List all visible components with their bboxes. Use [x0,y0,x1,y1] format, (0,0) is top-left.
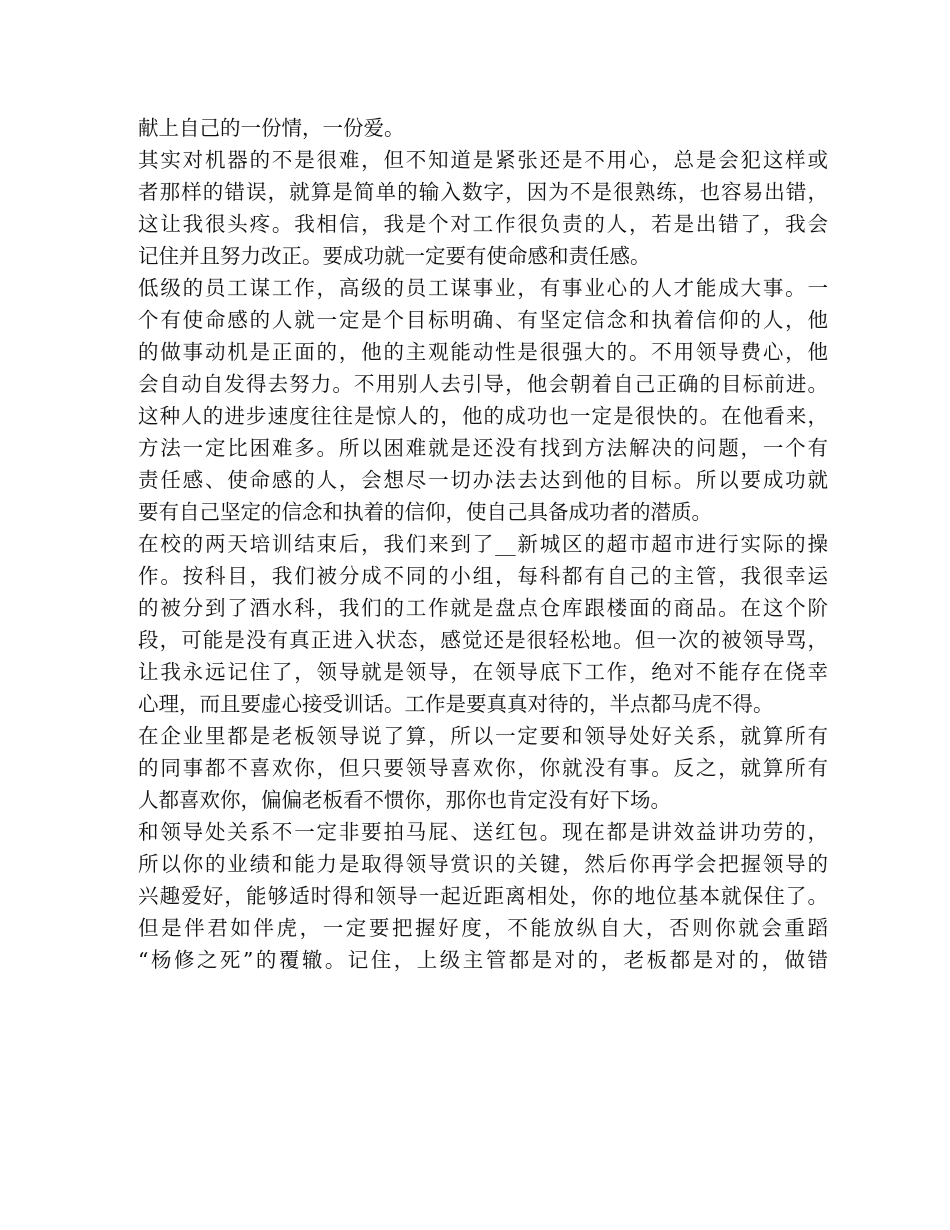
text-line: 会自动自发得去努力。不用别人去引导，他会朝着自己正确的目标前进。 [138,372,828,396]
text-line: 在企业里都是老板领导说了算，所以一定要和领导处好关系，就算所有 [138,724,828,748]
text-line: 的被分到了酒水科，我们的工作就是盘点仓库跟楼面的商品。在这个阶 [138,596,828,620]
text-line: 个有使命感的人就一定是个目标明确、有坚定信念和执着信仰的人，他 [138,308,828,332]
text-line: 在校的两天培训结束后，我们来到了__新城区的超市超市进行实际的操 [138,532,828,556]
text-line: 人都喜欢你，偏偏老板看不惯你，那你也肯定没有好下场。 [138,788,671,812]
text-line: 方法一定比困难多。所以困难就是还没有找到方法解决的问题，一个有 [138,436,828,460]
text-line: 这种人的进步速度往往是惊人的，他的成功也一定是很快的。在他看来， [138,404,828,428]
text-line: “杨修之死”的覆辙。记住，上级主管都是对的，老板都是对的，做错 [138,948,828,972]
text-line: 这让我很头疼。我相信，我是个对工作很负责的人，若是出错了，我会 [138,212,828,236]
text-line: 段，可能是没有真正进入状态，感觉还是很轻松地。但一次的被领导骂， [138,628,828,652]
document-body [138,112,828,976]
text-line: 低级的员工谋工作，高级的员工谋事业，有事业心的人才能成大事。一 [138,276,828,300]
text-line: 所以你的业绩和能力是取得领导赏识的关键，然后你再学会把握领导的 [138,852,828,876]
text-line: 要有自己坚定的信念和执着的信仰，使自己具备成功者的潜质。 [138,500,712,524]
text-line: 的做事动机是正面的，他的主观能动性是很强大的。不用领导费心，他 [138,340,828,364]
text-line: 记住并且努力改正。要成功就一定要有使命感和责任感。 [138,244,651,268]
text-line: 兴趣爱好，能够适时得和领导一起近距离相处，你的地位基本就保住了。 [138,884,828,908]
text-line: 但是伴君如伴虎，一定要把握好度，不能放纵自大，否则你就会重蹈 [138,916,828,940]
text-line: 者那样的错误，就算是简单的输入数字，因为不是很熟练，也容易出错， [138,180,828,204]
text-line: 责任感、使命感的人，会想尽一切办法去达到他的目标。所以要成功就 [138,468,828,492]
text-line: 献上自己的一份情，一份爱。 [138,116,405,140]
text-line: 心理，而且要虚心接受训话。工作是要真真对待的，半点都马虎不得。 [138,692,774,716]
text-line: 其实对机器的不是很难，但不知道是紧张还是不用心，总是会犯这样或 [138,148,828,172]
text-line: 让我永远记住了，领导就是领导，在领导底下工作，绝对不能存在侥幸 [138,660,828,684]
text-line: 作。按科目，我们被分成不同的小组，每科都有自己的主管，我很幸运 [138,564,828,588]
text-line: 的同事都不喜欢你，但只要领导喜欢你，你就没有事。反之，就算所有 [138,756,828,780]
text-line: 和领导处关系不一定非要拍马屁、送红包。现在都是讲效益讲功劳的， [138,820,828,844]
